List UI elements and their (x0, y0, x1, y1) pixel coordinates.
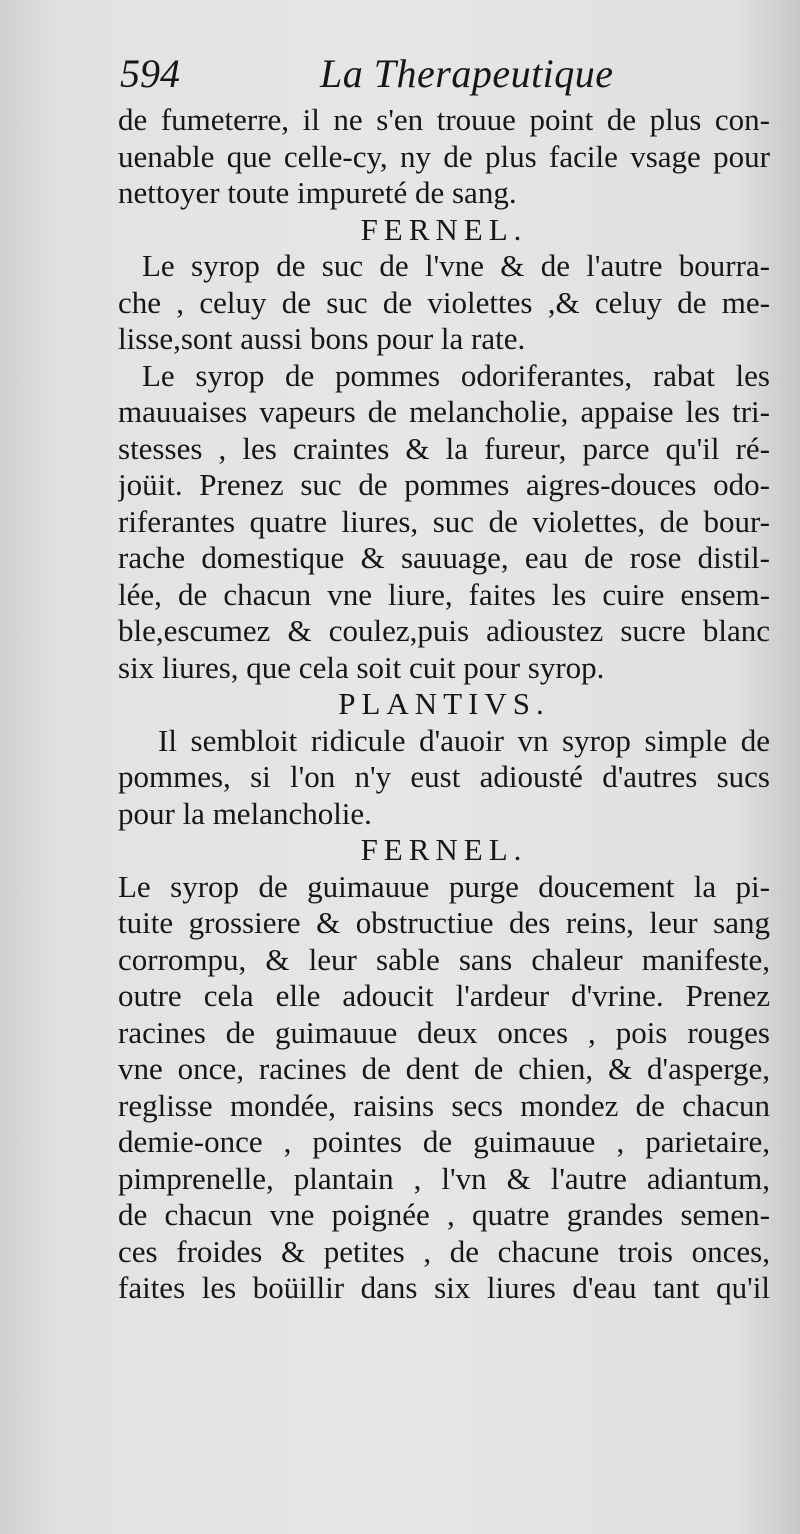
text-line: Le syrop de guimauue purge doucement la pi- (118, 868, 770, 904)
text-line: vne once, racines de dent de chien, & d'asperge, (118, 1051, 770, 1086)
section-heading-plantius: PLANTIVS. (338, 686, 550, 721)
text-line: Il sembloit ridicule d'auoir vn syrop simple de (158, 722, 770, 758)
text-line: corrompu, & leur sable sans chaleur manifeste, (118, 941, 770, 977)
text-line: pimprenelle, plantain , l'vn & l'autre adiantum, (118, 1160, 770, 1196)
text-line: ble,escumez & coulez,puis adioustez sucre blanc (118, 613, 770, 648)
text-line: racines de guimauue deux onces , pois rouges (118, 1014, 770, 1050)
text-line: demie-once , pointes de guimauue , parietaire, (118, 1124, 770, 1159)
text-line: tuite grossiere & obstructiue des reins, leur sang (118, 905, 770, 940)
text-line: uenable que celle-cy, ny de plus facile vsage pour (118, 138, 770, 174)
text-line: stesses , les craintes & la fureur, parce qu'il ré- (118, 430, 770, 466)
running-title: La Therapeutique (320, 51, 614, 96)
text-line: mauuaises vapeurs de melancholie, appaise les tri- (118, 394, 770, 429)
paragraph-3 (118, 358, 770, 687)
text-line: pommes, si l'on n'y eust adiousté d'autres sucs (118, 759, 770, 794)
text-line: de chacun vne poignée , quatre grandes semen- (118, 1197, 770, 1232)
page-number: 594 (120, 51, 180, 96)
text-line: six liures, que cela soit cuit pour syrop. (118, 649, 605, 685)
text-line: pour la melancholie. (118, 795, 372, 831)
section-heading-fernel-2: FERNEL. (360, 832, 528, 867)
paragraph-2 (118, 248, 770, 358)
text-line: ces froides & petites , de chacune trois onces, (118, 1233, 770, 1269)
text-line: de fumeterre, il ne s'en trouue point de plus con- (118, 102, 770, 137)
text-line: Le syrop de pommes odoriferantes, rabat les (142, 357, 770, 393)
text-line: che , celuy de suc de violettes ,& celuy de me- (118, 284, 770, 320)
section-heading-fernel-1: FERNEL. (360, 211, 528, 247)
text-line: reglisse mondée, raisins secs mondez de chacun (118, 1087, 770, 1123)
text-line: riferantes quatre liures, suc de violettes, de bour- (118, 503, 770, 539)
text-line: lée, de chacun vne liure, faites les cuire ensem- (118, 576, 770, 612)
paragraph-1 (118, 102, 770, 212)
text-line: nettoyer toute impureté de sang. (118, 175, 517, 210)
body-text (118, 102, 770, 1307)
text-line: lisse,sont aussi bons pour la rate. (118, 321, 526, 356)
text-line: Le syrop de suc de l'vne & de l'autre bourra- (142, 248, 770, 283)
text-line: faites les boüillir dans six liures d'eau tant qu'il (118, 1270, 770, 1305)
paragraph-4 (118, 723, 770, 833)
text-line: rache domestique & sauuage, eau de rose distil- (118, 540, 770, 575)
paragraph-5 (118, 869, 770, 1307)
text-line: outre cela elle adoucit l'ardeur d'vrine. Prenez (118, 978, 770, 1013)
page-header (120, 50, 780, 102)
text-line: joüit. Prenez suc de pommes aigres-douces odo- (118, 467, 770, 502)
